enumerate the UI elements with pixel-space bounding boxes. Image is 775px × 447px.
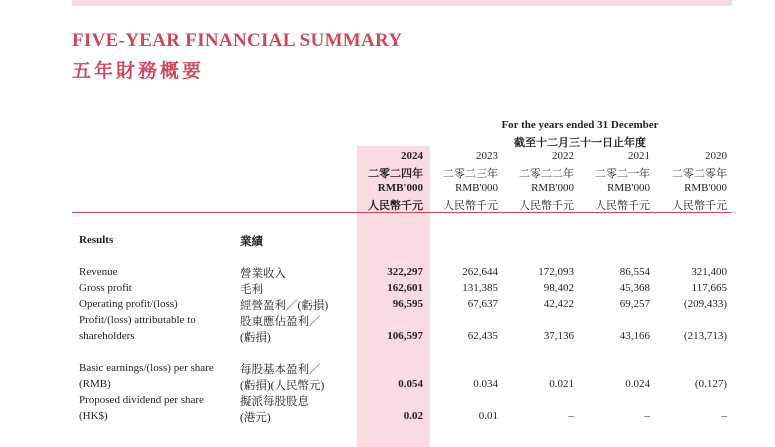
period-label: For the years ended 31 December bbox=[501, 119, 659, 131]
column-currency-chinese: 人民幣千元 bbox=[368, 200, 423, 212]
row-label-chinese-line2: (虧損)(人民幣元) bbox=[240, 380, 325, 392]
cell-value: 106,597 bbox=[387, 330, 423, 342]
top-band bbox=[72, 0, 732, 6]
cell-value: – bbox=[721, 410, 727, 422]
cell-value: 322,297 bbox=[387, 266, 423, 278]
row-label-chinese-line2: (港元) bbox=[240, 412, 271, 424]
column-currency: RMB'000 bbox=[607, 182, 650, 194]
cell-value: 62,435 bbox=[467, 330, 498, 342]
cell-value: 0.034 bbox=[473, 378, 498, 390]
row-label-chinese: 經營盈利／(虧損) bbox=[240, 300, 329, 312]
column-currency: RMB'000 bbox=[531, 182, 574, 194]
column-year: 2024 bbox=[401, 150, 423, 162]
cell-value: 86,554 bbox=[619, 266, 650, 278]
row-label-chinese: 股東應佔盈利／ bbox=[240, 316, 321, 328]
column-currency-chinese: 人民幣千元 bbox=[519, 200, 574, 212]
cell-value: – bbox=[644, 410, 650, 422]
column-year-chinese: 二零二三年 bbox=[443, 168, 498, 180]
cell-value: 42,422 bbox=[543, 298, 574, 310]
cell-value: 131,385 bbox=[462, 282, 498, 294]
cell-value: 162,601 bbox=[387, 282, 423, 294]
cell-value: 98,402 bbox=[543, 282, 574, 294]
column-year-chinese: 二零二一年 bbox=[595, 168, 650, 180]
column-currency-chinese: 人民幣千元 bbox=[672, 200, 727, 212]
column-currency: RMB'000 bbox=[377, 182, 423, 194]
column-currency-chinese: 人民幣千元 bbox=[595, 200, 650, 212]
cell-value: 0.02 bbox=[403, 410, 423, 422]
cell-value: 69,257 bbox=[619, 298, 650, 310]
cell-value: – bbox=[568, 410, 574, 422]
period-label-chinese: 截至十二月三十一日止年度 bbox=[514, 137, 646, 149]
cell-value: 67,637 bbox=[467, 298, 498, 310]
cell-value: 172,093 bbox=[538, 266, 574, 278]
header-rule bbox=[72, 212, 732, 213]
cell-value: (0.127) bbox=[694, 378, 727, 390]
cell-value: 321,400 bbox=[691, 266, 727, 278]
row-label-line2: (HK$) bbox=[79, 410, 108, 422]
row-label-chinese: 擬派每股股息 bbox=[240, 396, 309, 408]
cell-value: 37,136 bbox=[543, 330, 574, 342]
column-year: 2021 bbox=[628, 150, 650, 162]
page-title-chinese: 五年財務概要 bbox=[72, 61, 205, 82]
cell-value: 117,665 bbox=[691, 282, 727, 294]
row-label: Revenue bbox=[79, 266, 118, 278]
row-label: Operating profit/(loss) bbox=[79, 298, 178, 310]
column-year: 2020 bbox=[705, 150, 727, 162]
row-label-line2: (RMB) bbox=[79, 378, 111, 390]
row-label-chinese: 每股基本盈利／ bbox=[240, 364, 321, 376]
row-label-chinese: 營業收入 bbox=[240, 268, 286, 280]
cell-value: 0.024 bbox=[625, 378, 650, 390]
column-currency-chinese: 人民幣千元 bbox=[443, 200, 498, 212]
column-currency: RMB'000 bbox=[684, 182, 727, 194]
column-year-chinese: 二零二四年 bbox=[368, 168, 423, 180]
row-label-chinese: 毛利 bbox=[240, 284, 263, 296]
section-heading-chinese: 業績 bbox=[240, 236, 263, 248]
column-year-chinese: 二零二二年 bbox=[519, 168, 574, 180]
row-label: Basic earnings/(loss) per share bbox=[79, 362, 214, 374]
column-year: 2022 bbox=[552, 150, 574, 162]
cell-value: 45,368 bbox=[619, 282, 650, 294]
cell-value: (213,713) bbox=[683, 330, 727, 342]
cell-value: 0.021 bbox=[549, 378, 574, 390]
cell-value: 43,166 bbox=[619, 330, 650, 342]
column-year: 2023 bbox=[476, 150, 498, 162]
row-label-line2: shareholders bbox=[79, 330, 135, 342]
row-label-chinese-line2: (虧損) bbox=[240, 332, 271, 344]
row-label: Profit/(loss) attributable to bbox=[79, 314, 196, 326]
column-year-chinese: 二零二零年 bbox=[672, 168, 727, 180]
page-title: FIVE-YEAR FINANCIAL SUMMARY bbox=[72, 30, 403, 51]
cell-value: 96,595 bbox=[392, 298, 423, 310]
section-heading: Results bbox=[79, 234, 114, 246]
cell-value: 262,644 bbox=[462, 266, 498, 278]
row-label: Proposed dividend per share bbox=[79, 394, 204, 406]
column-currency: RMB'000 bbox=[455, 182, 498, 194]
row-label: Gross profit bbox=[79, 282, 132, 294]
cell-value: (209,433) bbox=[683, 298, 727, 310]
cell-value: 0.054 bbox=[398, 378, 423, 390]
cell-value: 0.01 bbox=[478, 410, 498, 422]
